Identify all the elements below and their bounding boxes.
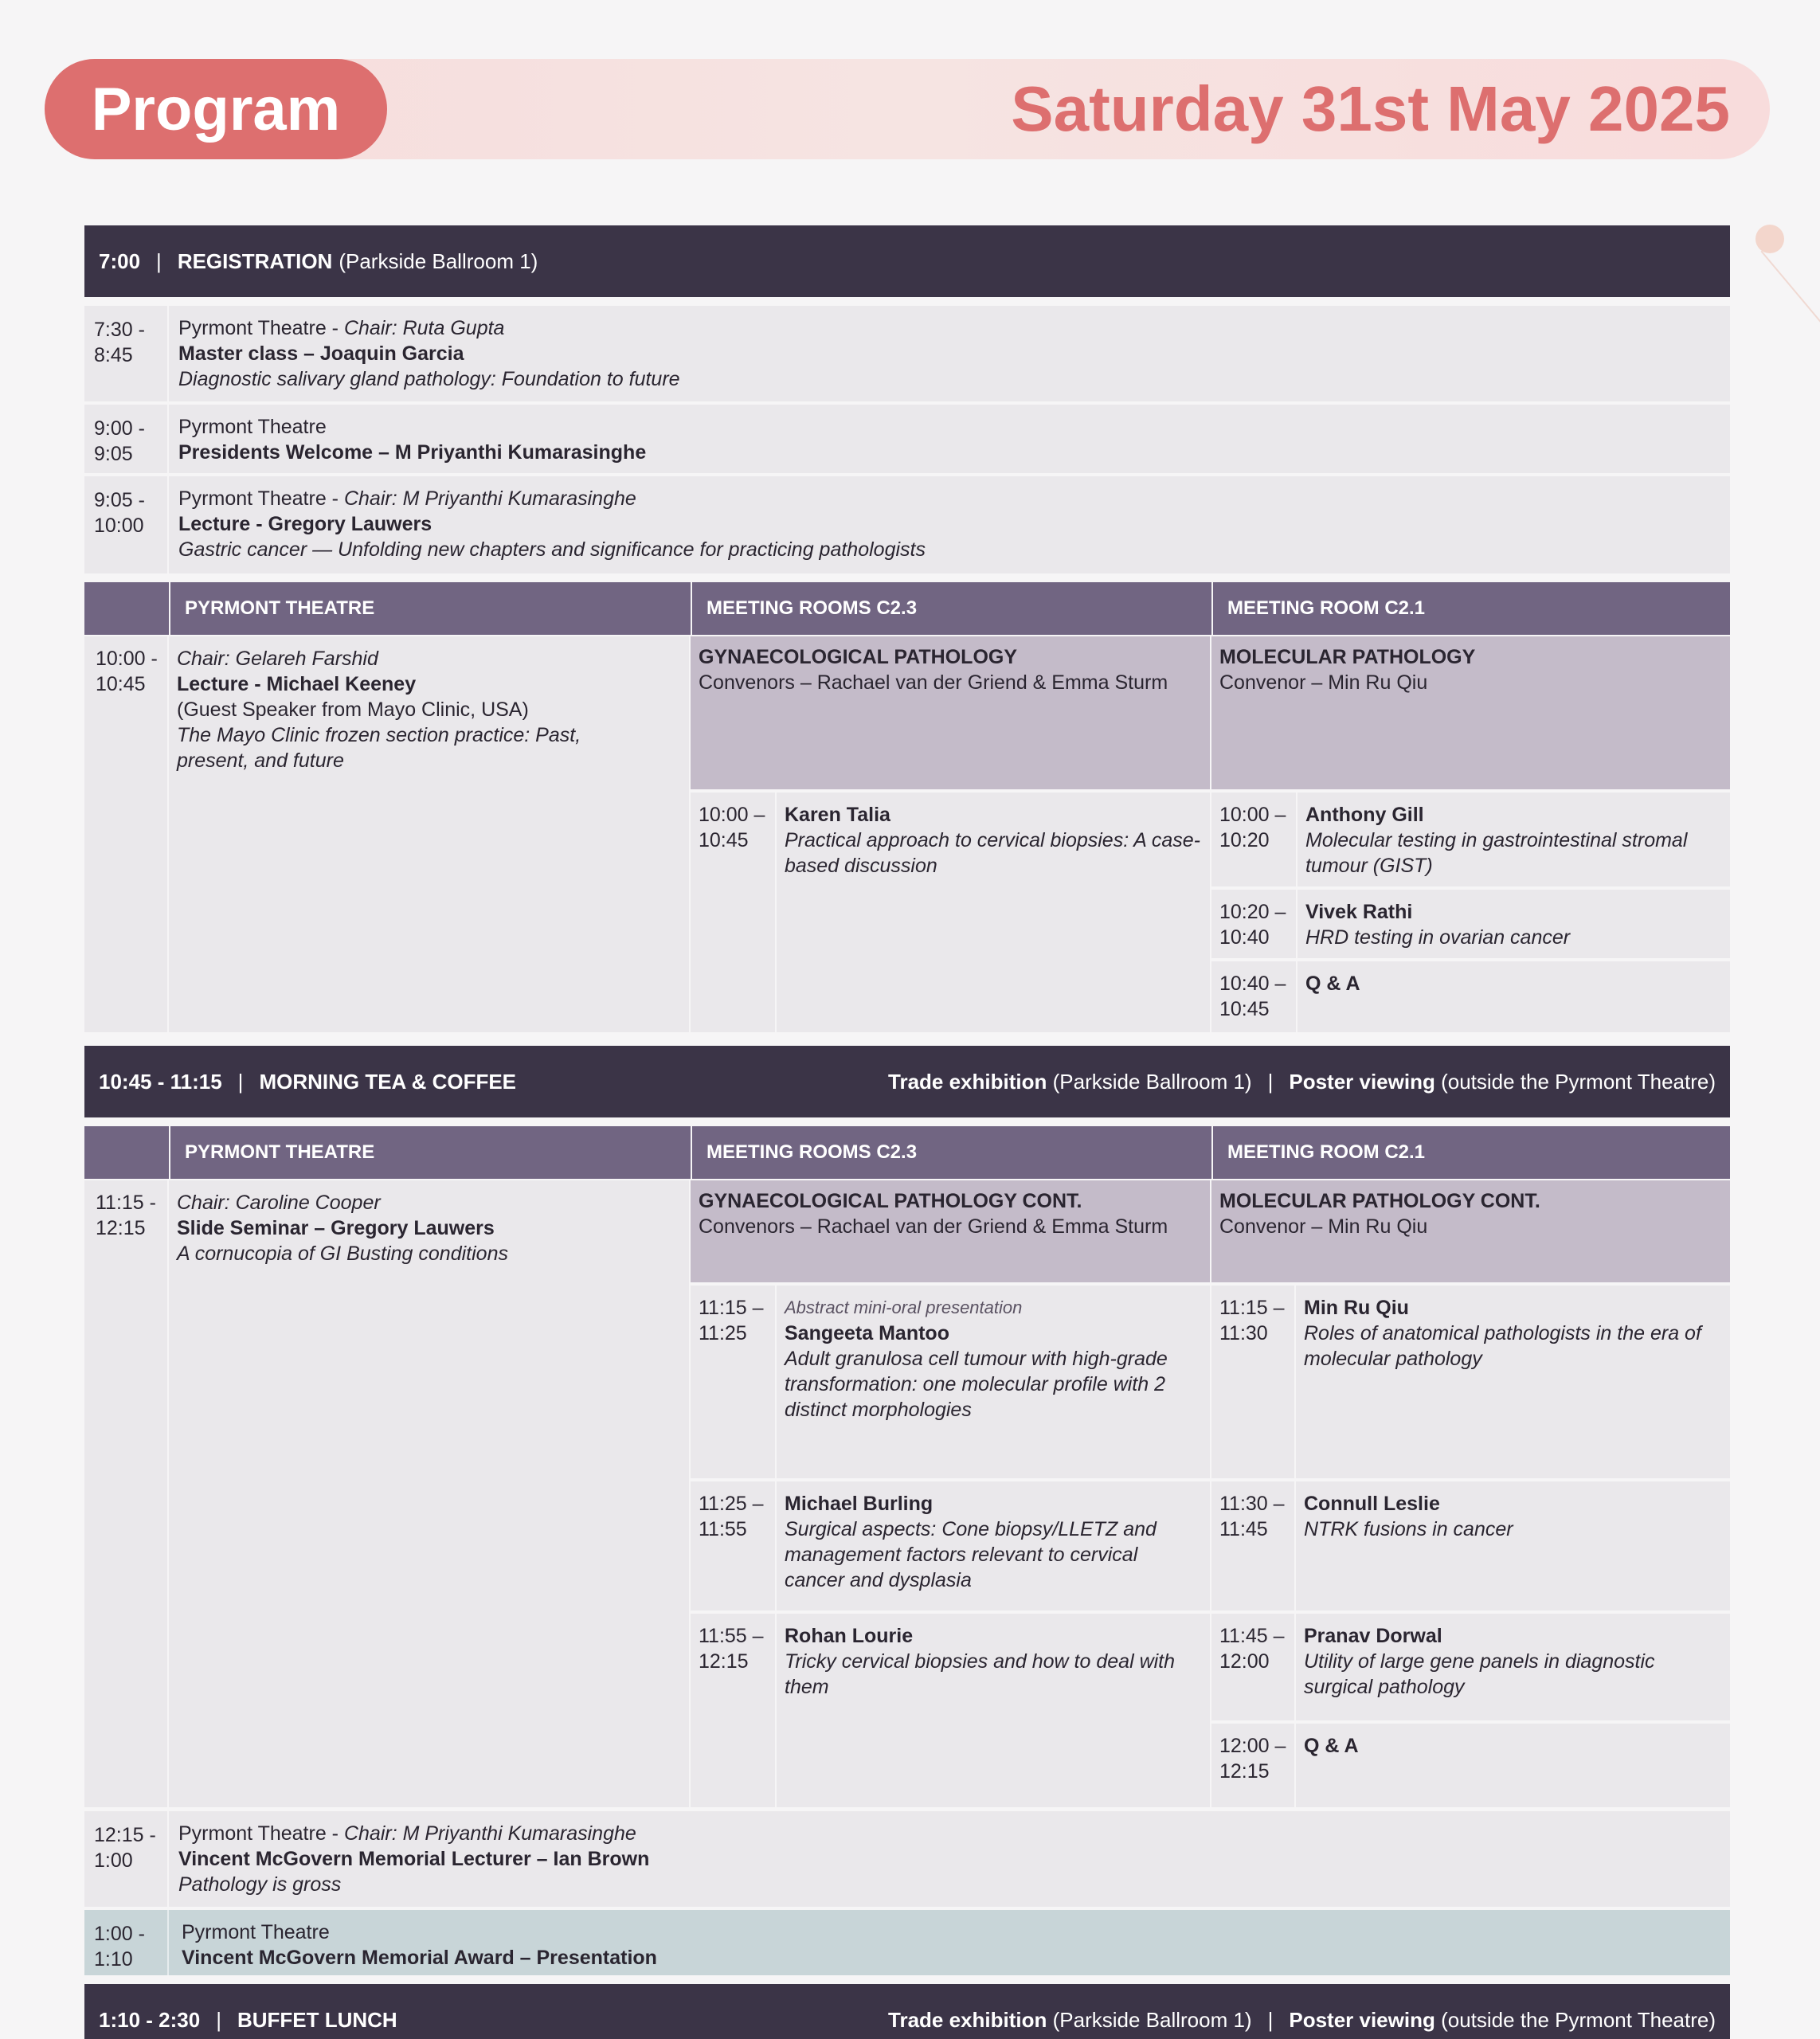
session-time: 7:30 - 8:45 (84, 306, 169, 401)
talk-time: 10:20 – 10:40 (1211, 890, 1296, 958)
registration-label: REGISTRATION (177, 249, 333, 273)
lunch-exhibition-info: Trade exhibition (Parkside Ballroom 1) | Poster viewing (outside the Pyrmont Theatre) (888, 2007, 1716, 2032)
talk-details: Abstract mini-oral presentation Sangeeta Mantoo Adult granulosa cell tumour with high-grade transformation: one molecular profile with 2 distinct morphologies (777, 1286, 1210, 1478)
tea-exhibition-info: Trade exhibition (Parkside Ballroom 1) | Poster viewing (outside the Pyrmont Theatre) (888, 1069, 1716, 1094)
time-column-header (84, 582, 169, 635)
pyrmont-session: Chair: Caroline Cooper Slide Seminar – Gregory Lauwers A cornucopia of GI Busting conditions (169, 1180, 689, 1807)
tea-time: 10:45 - 11:15 (99, 1069, 222, 1094)
program-title: Program (45, 59, 387, 159)
talk-time: 12:00 – 12:15 (1211, 1724, 1294, 1807)
session-content: Pyrmont Theatre - Chair: M Priyanthi Kumarasinghe Lecture - Gregory Lauwers Gastric cancer — Unfolding new chapters and significance for practicing pathologists (178, 487, 926, 561)
talk-details: Min Ru Qiu Roles of anatomical pathologists in the era of molecular pathology (1296, 1286, 1730, 1478)
gyn-convenors: GYNAECOLOGICAL PATHOLOGY Convenors – Rachael van der Griend & Emma Sturm (691, 636, 1210, 789)
session-block-2 (84, 1180, 1730, 1807)
column-header (84, 1126, 1730, 1179)
talk-details: Q & A (1297, 961, 1730, 1032)
talk-time: 11:25 – 11:55 (691, 1481, 775, 1610)
session-row-lecture (84, 476, 1730, 573)
session-row-masterclass (84, 306, 1730, 401)
session-content: Pyrmont Theatre - Chair: M Priyanthi Kumarasinghe Vincent McGovern Memorial Lecturer – Ian Brown Pathology is gross (178, 1822, 650, 1896)
column-header (84, 582, 1730, 635)
talk-time: 11:15 – 11:30 (1211, 1286, 1294, 1478)
session-time: 1:00 - 1:10 (84, 1910, 169, 1975)
session-content: Pyrmont Theatre Presidents Welcome – M Priyanthi Kumarasinghe (178, 416, 647, 464)
session-content: Pyrmont Theatre - Chair: Ruta Gupta Master class – Joaquin Garcia Diagnostic salivary gland pathology: Foundation to future (178, 317, 680, 390)
separator: | (156, 249, 162, 273)
block-time: 10:00 - 10:45 (84, 636, 167, 1032)
talk-time: 11:15 – 11:25 (691, 1286, 775, 1478)
registration-location: (Parkside Ballroom 1) (339, 249, 538, 273)
session-content: Pyrmont Theatre Vincent McGovern Memorial Award – Presentation (182, 1921, 657, 1969)
tea-label: MORNING TEA & COFFEE (259, 1069, 517, 1094)
column-c21: MEETING ROOM C2.1 (1211, 582, 1730, 635)
session-time: 9:05 - 10:00 (84, 476, 169, 573)
talk-time: 10:00 – 10:45 (691, 793, 775, 1032)
gyn-convenors: GYNAECOLOGICAL PATHOLOGY CONT. Convenors – Rachael van der Griend & Emma Sturm (691, 1180, 1210, 1282)
mol-convenors: MOLECULAR PATHOLOGY Convenor – Min Ru Qiu (1211, 636, 1730, 789)
separator: | (216, 2007, 221, 2032)
talk-details: Rohan Lourie Tricky cervical biopsies and how to deal with them (777, 1614, 1210, 1807)
talk-details: Pranav Dorwal Utility of large gene panels in diagnostic surgical pathology (1296, 1614, 1730, 1720)
mol-convenors: MOLECULAR PATHOLOGY CONT. Convenor – Min Ru Qiu (1211, 1180, 1730, 1282)
talk-details: Connull Leslie NTRK fusions in cancer (1296, 1481, 1730, 1610)
talk-details: Michael Burling Surgical aspects: Cone biopsy/LLETZ and management factors relevant to cervical cancer and dysplasia (777, 1481, 1210, 1610)
column-c23: MEETING ROOMS C2.3 (691, 1126, 1211, 1179)
morning-tea-bar (84, 1046, 1730, 1117)
session-row-award (84, 1910, 1730, 1975)
talk-details: Anthony Gill Molecular testing in gastrointestinal stromal tumour (GIST) (1297, 793, 1730, 886)
session-block-1 (84, 636, 1730, 1032)
registration-time: 7:00 (99, 249, 141, 273)
lunch-time: 1:10 - 2:30 (99, 2007, 201, 2032)
column-pyrmont: PYRMONT THEATRE (169, 1126, 691, 1179)
decorative-dot (1755, 225, 1784, 253)
column-c23: MEETING ROOMS C2.3 (691, 582, 1211, 635)
session-time: 9:00 - 9:05 (84, 405, 169, 473)
talk-time: 10:40 – 10:45 (1211, 961, 1296, 1032)
talk-time: 10:00 – 10:20 (1211, 793, 1296, 886)
talk-details: Q & A (1296, 1724, 1730, 1807)
time-column-header (84, 1126, 169, 1179)
decorative-line (1760, 251, 1820, 331)
separator: | (237, 1069, 244, 1094)
block-time: 11:15 - 12:15 (84, 1180, 167, 1807)
session-row-welcome (84, 405, 1730, 473)
talk-time: 11:45 – 12:00 (1211, 1614, 1294, 1720)
talk-details: Vivek Rathi HRD testing in ovarian cancer (1297, 890, 1730, 958)
session-row-memorial-lecture (84, 1811, 1730, 1907)
lunch-bar (84, 1984, 1730, 2039)
talk-time: 11:55 – 12:15 (691, 1614, 775, 1807)
registration-bar (84, 225, 1730, 297)
talk-time: 11:30 – 11:45 (1211, 1481, 1294, 1610)
lunch-label: BUFFET LUNCH (237, 2007, 397, 2032)
column-pyrmont: PYRMONT THEATRE (169, 582, 691, 635)
talk-details: Karen Talia Practical approach to cervical biopsies: A case-based discussion (777, 793, 1210, 1032)
column-c21: MEETING ROOM C2.1 (1211, 1126, 1730, 1179)
program-date: Saturday 31st May 2025 (1011, 73, 1730, 144)
session-time: 12:15 - 1:00 (84, 1811, 169, 1907)
pyrmont-session: Chair: Gelareh Farshid Lecture - Michael Keeney (Guest Speaker from Mayo Clinic, USA) The Mayo Clinic frozen section practice: Past, present, and future (169, 636, 689, 1032)
